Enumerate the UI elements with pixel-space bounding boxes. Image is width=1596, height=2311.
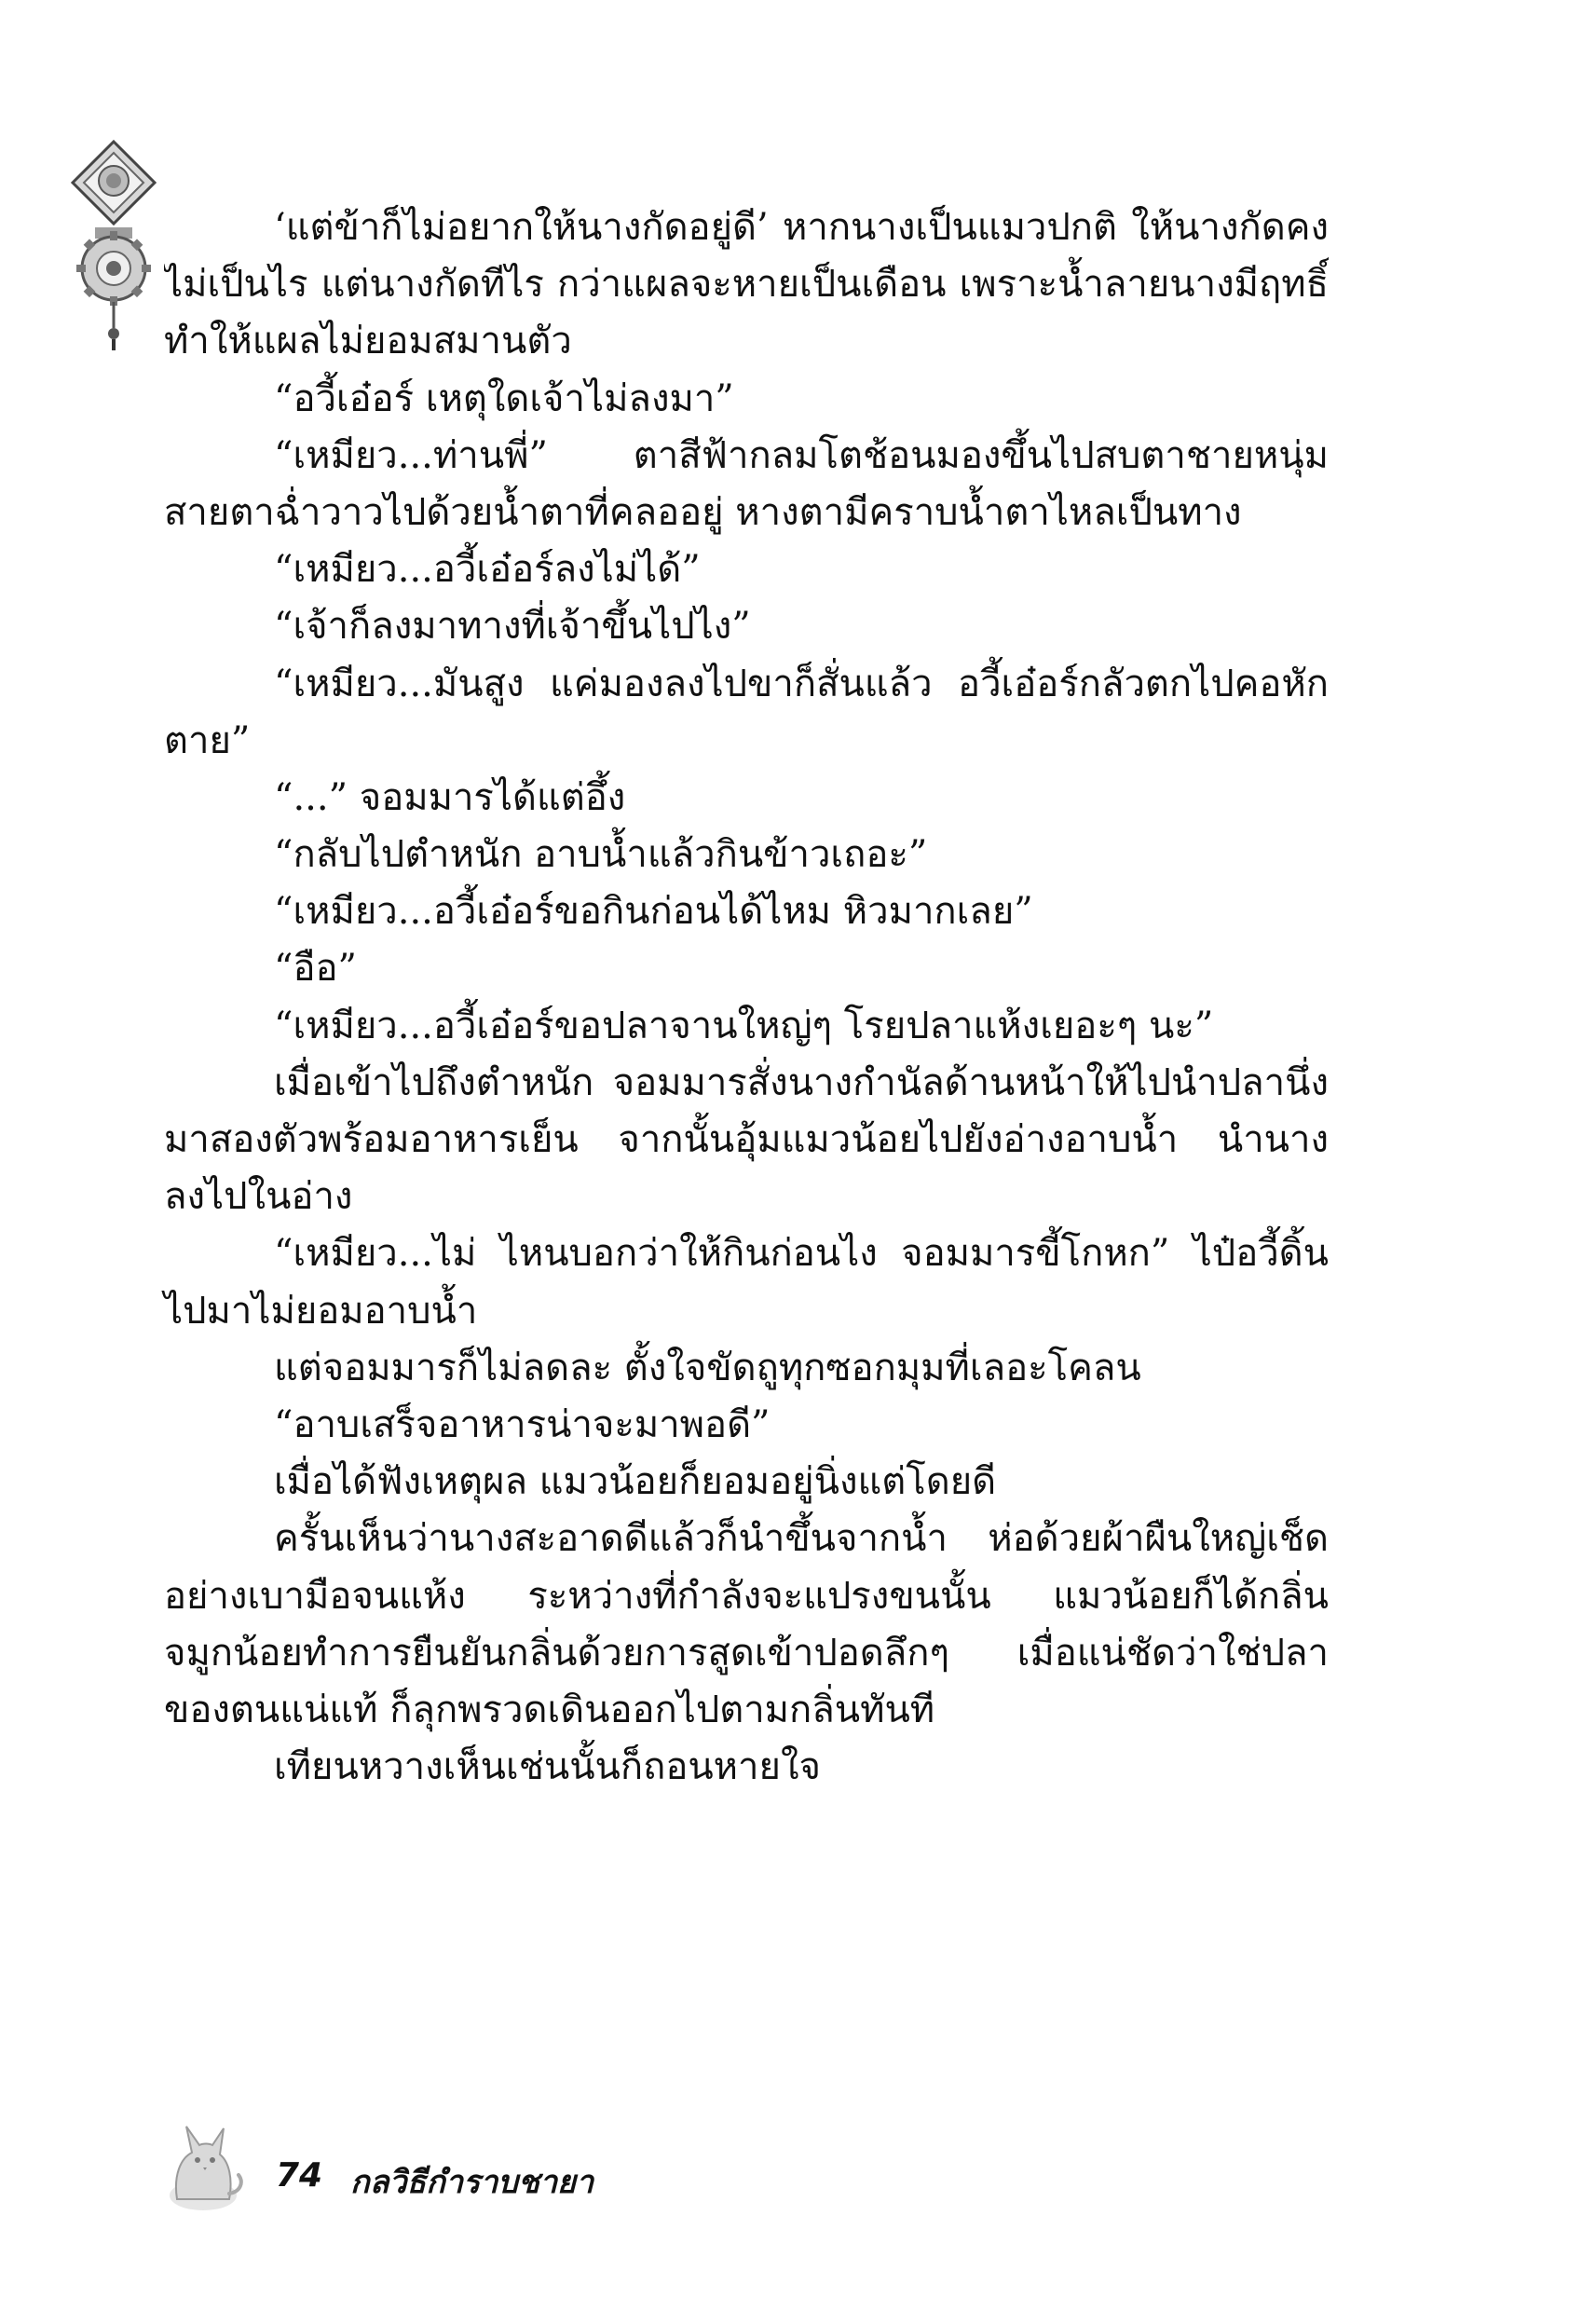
paragraph-line: “อาบเสร็จอาหารน่าจะมาพอดี” (274, 1402, 771, 1446)
paragraph-line: “...” จอมมารได้แต่อึ้ง (274, 775, 626, 819)
paragraph-line: เมื่อได้ฟังเหตุผล แมวน้อยก็ยอมอยู่นิ่งแต่โดยดี (274, 1460, 997, 1504)
book-title: กลวิธีกำราบชายา (350, 2164, 594, 2201)
cat-icon (149, 2113, 252, 2216)
ornament-emblem-icon (58, 138, 170, 352)
paragraph-line: “เหมียว...อวี้เอ๋อร์ขอกินก่อนได้ไหม หิวมากเลย” (274, 890, 1033, 934)
paragraph-line: อย่างเบามือจนแห้ง ระหว่างที่กำลังจะแปรงขนนั้น แมวน้อยก็ได้กลิ่น (164, 1574, 1329, 1618)
paragraph-line: ของตนแน่แท้ ก็ลุกพรวดเดินออกไปตามกลิ่นทันที (164, 1688, 935, 1731)
paragraph-line: ไปมาไม่ยอมอาบน้ำ (164, 1289, 478, 1333)
paragraph-line: ตาย” (164, 718, 251, 762)
paragraph-line: “เหมียว...มันสูง แค่มองลงไปขาก็สั่นแล้ว อวี้เอ๋อร์กลัวตกไปคอหัก (274, 662, 1329, 705)
paragraph-line: “อือ” (274, 947, 357, 991)
paragraph-line: “อวี้เอ๋อร์ เหตุใดเจ้าไม่ลงมา” (274, 376, 734, 420)
paragraph-line: สายตาฉ่ำวาวไปด้วยน้ำตาที่คลออยู่ หางตามีคราบน้ำตาไหลเป็นทาง (164, 490, 1242, 534)
page-footer (149, 2113, 708, 2216)
paragraph-line: “เหมียว...ท่านพี่” ตาสีฟ้ากลมโตช้อนมองขึ้นไปสบตาชายหนุ่ม (274, 433, 1329, 477)
paragraph-line: เทียนหวางเห็นเช่นนั้นก็ถอนหายใจ (274, 1745, 821, 1789)
paragraph-line: จมูกน้อยทำการยืนยันกลิ่นด้วยการสูดเข้าปอดลึกๆ เมื่อแน่ชัดว่าใช่ปลา (164, 1631, 1329, 1675)
paragraph-line: มาสองตัวพร้อมอาหารเย็น จากนั้นอุ้มแมวน้อยไปยังอ่างอาบน้ำ นำนาง (164, 1118, 1329, 1161)
paragraph-line: “กลับไปตำหนัก อาบน้ำแล้วกินข้าวเถอะ” (274, 833, 928, 877)
paragraph-line: ‘แต่ข้าก็ไม่อยากให้นางกัดอยู่ดี’ หากนางเป็นแมวปกติ ให้นางกัดคง (274, 206, 1329, 249)
paragraph-line: ลงไปในอ่าง (164, 1175, 353, 1219)
paragraph-line: “เหมียว...ไม่ ไหนบอกว่าให้กินก่อนไง จอมมารขี้โกหก” ไป๋อวี้ดิ้น (274, 1232, 1329, 1276)
body-text (164, 199, 1329, 1796)
paragraph-line: ไม่เป็นไร แต่นางกัดทีไร กว่าแผลจะหายเป็นเดือน เพราะน้ำลายนางมีฤทธิ์ (164, 263, 1329, 307)
paragraph-line: ทำให้แผลไม่ยอมสมานตัว (164, 320, 572, 363)
page-number: 74 (276, 2156, 323, 2195)
paragraph-line: “เจ้าก็ลงมาทางที่เจ้าขึ้นไปไง” (274, 605, 751, 649)
paragraph-line: “เหมียว...อวี้เอ๋อร์ลงไม่ได้” (274, 548, 701, 592)
paragraph-line: ครั้นเห็นว่านางสะอาดดีแล้วก็นำขึ้นจากน้ำ ห่อด้วยผ้าผืนใหญ่เช็ด (274, 1517, 1329, 1561)
paragraph-line: เมื่อเข้าไปถึงตำหนัก จอมมารสั่งนางกำนัลด้านหน้าให้ไปนำปลานึ่ง (274, 1060, 1329, 1104)
paragraph-line: “เหมียว...อวี้เอ๋อร์ขอปลาจานใหญ่ๆ โรยปลาแห้งเยอะๆ นะ” (274, 1004, 1214, 1047)
paragraph-line: แต่จอมมารก็ไม่ลดละ ตั้งใจขัดถูทุกซอกมุมที่เลอะโคลน (274, 1346, 1141, 1389)
